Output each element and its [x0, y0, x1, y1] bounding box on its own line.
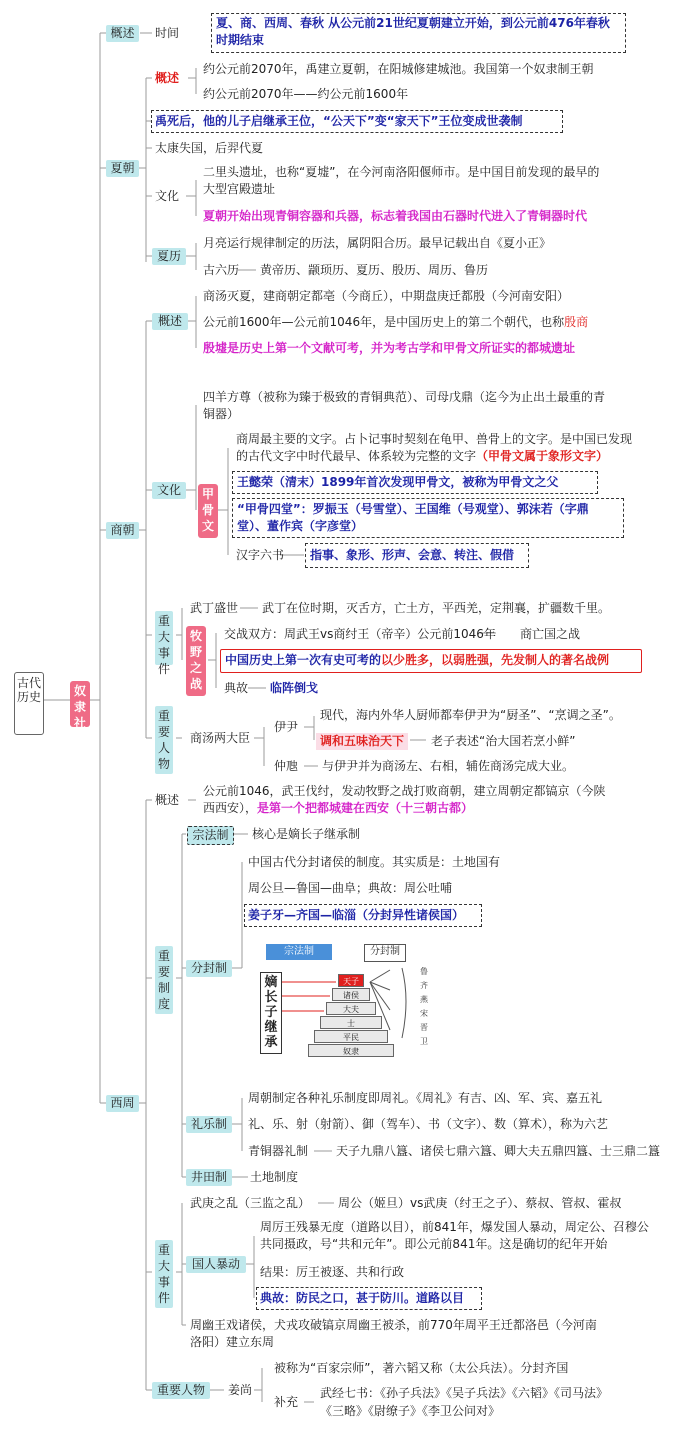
xia-culture-2: 夏朝开始出现青铜容器和兵器，标志着我国由石器时代进入了青铜器时代 [203, 209, 588, 223]
zhonghui-1: 与伊尹并为商汤左、右相，辅佐商汤完成大业。 [322, 759, 575, 773]
state-2: 燕 [420, 995, 428, 1004]
pyramid-level-0: 天子 [338, 974, 364, 987]
yiyin-2: 调和五味治天下 [316, 733, 408, 750]
liyue-3-label: 青铜器礼制 [248, 1144, 309, 1158]
pyramid-level-5: 奴隶 [308, 1044, 394, 1057]
xizhou-gaishu-label: 概述 [155, 793, 180, 807]
muye-1b: 商亡国之战 [520, 627, 581, 641]
xia-culture-label: 文化 [155, 189, 180, 203]
state-5: 卫 [420, 1037, 428, 1046]
section-gaishu: 概述 [106, 25, 139, 42]
guoren-1: 周厉王残暴无度（道路以目），前841年，爆发国人暴动，周定公、召穆公共同摄政，号“共和元年”。即公元前841年。这是确切的纪年开始 [260, 1220, 649, 1251]
xia-calendar-2: 黄帝历、颛顼历、夏历、殷历、周历、鲁历 [260, 263, 489, 277]
shang-gaishu-1: 商汤灭夏，建商朝定都亳（今商丘），中期盘庚迁都殷（今河南安阳） [203, 289, 570, 303]
muye-node: 牧野之战 [186, 626, 206, 696]
pyramid-level-4: 平民 [314, 1030, 388, 1043]
dachen: 商汤两大臣 [190, 731, 251, 745]
era-node: 奴隶社会 [70, 681, 90, 727]
wuding-label: 武丁盛世 [190, 601, 239, 615]
muye-3-label: 典故 [224, 681, 249, 695]
xia-gaishu-2: 约公元前2070年——约公元前1600年 [203, 87, 409, 101]
shang-people-node: 重要人物 [155, 706, 173, 774]
liyue-node: 礼乐制 [186, 1116, 232, 1133]
youwang: 周幽王戏诸侯，犬戎攻破镐京周幽王被杀，前770年周平王迁都洛邑（今河南洛阳）建立东周 [190, 1318, 597, 1349]
state-3: 宋 [420, 1009, 428, 1018]
liyue-3: 天子九鼎八簋、诸侯七鼎六簋、卿大夫五鼎四簋、士三鼎二簋 [336, 1144, 661, 1158]
xizhou-events-node: 重大事件 [155, 1240, 173, 1308]
jingtian-node: 井田制 [186, 1169, 232, 1186]
guoren-2: 结果：厉王被逐、共和行政 [260, 1265, 405, 1279]
jiagu-desc: 商周最主要的文字。占卜记事时契刻在龟甲、兽骨上的文字。是中国已发现的古代文字中时代最早、体系较为完整的文字（甲骨文属于象形文字） [236, 432, 633, 463]
pyramid-level-2: 大夫 [326, 1002, 376, 1015]
jiagu-sitang: “甲骨四堂”：罗振玉（号雪堂）、王国维（号观堂）、郭沫若（字鼎堂）、董作宾（字彦堂） [237, 502, 589, 533]
shang-gaishu-node: 概述 [152, 313, 188, 330]
fenfeng-1: 中国古代分封诸侯的制度。其实质是：土地国有 [248, 855, 501, 869]
xia-calendar-node: 夏历 [152, 248, 186, 265]
buchong-label: 补充 [274, 1395, 299, 1409]
overview-label: 时间 [155, 26, 180, 40]
fenfeng-node: 分封制 [186, 960, 232, 977]
section-xizhou: 西周 [106, 1095, 139, 1112]
jiangshang: 姜尚 [228, 1383, 253, 1397]
wugeng-label: 武庚之乱（三监之乱） [190, 1196, 311, 1210]
state-4: 晋 [420, 1023, 428, 1032]
xia-qi-text: 禹死后，他的儿子启继承王位，“公天下”变“家天下”王位变成世袭制 [155, 114, 523, 128]
xia-taikang: 太康失国，后羿代夏 [155, 141, 264, 155]
zongfa-node: 宗法制 [187, 826, 234, 845]
muye-3: 临阵倒戈 [270, 681, 319, 695]
jiaguwen-node: 甲骨文 [198, 484, 218, 538]
state-0: 鲁 [420, 967, 428, 976]
guoren-3: 典故：防民之口，甚于防川。道路以目 [260, 1291, 465, 1305]
zongfa: 核心是嫡长子继承制 [252, 827, 361, 841]
wuding: 武丁在位时期，灭舌方，亡土方，平西羌，定荆襄，扩疆数千里。 [262, 601, 611, 615]
liushu: 指事、象形、形声、会意、转注、假借 [310, 548, 515, 562]
shang-culture-1: 四羊方尊（被称为臻于极致的青铜典范）、司母戊鼎（迄今为止出土最重的青铜器） [203, 390, 606, 421]
zhonghui: 仲虺 [274, 759, 299, 773]
wugeng: 周公（姬旦）vs武庚（纣王之子）、蔡叔、管叔、霍叔 [338, 1196, 622, 1210]
shang-gaishu-3: 殷墟是历史上第一个文献可考，并为考古学和甲骨文所证实的都城遗址 [203, 341, 576, 355]
xia-culture-1: 二里头遗址，也称“夏墟”，在今河南洛阳偃师市。是中国目前发现的最早的大型宫殿遗址 [203, 165, 600, 196]
jingtian: 土地制度 [250, 1170, 299, 1184]
liushu-label: 汉字六书 [236, 548, 285, 562]
section-shang: 商朝 [106, 522, 139, 539]
section-xia: 夏朝 [106, 160, 139, 177]
shang-culture-node: 文化 [152, 482, 186, 499]
liyue-2: 礼、乐、射（射箭）、御（驾车）、书（文字）、数（算术），称为六艺 [248, 1117, 609, 1131]
fenfeng-3: 姜子牙—齐国—临淄（分封异性诸侯国） [248, 908, 465, 922]
diagram-arrows [252, 940, 442, 1058]
xizhou-gaishu: 公元前1046，武王伐纣，发动牧野之战打败商朝，建立周朝定都镐京（今陕西西安），是第一个把都城建在西安（十三朝古都） [203, 784, 606, 815]
fenfeng-diagram [252, 940, 442, 1058]
diagram-left-label: 嫡长子继承 [260, 972, 282, 1054]
jiangshang-1: 被称为“百家宗师”，著六韬又称（太公兵法）。分封齐国 [274, 1361, 569, 1375]
diagram-right-title: 分封制 [364, 944, 406, 962]
muye-2: 中国历史上第一次有史可考的以少胜多，以弱胜强，先发制人的著名战例 [225, 653, 610, 667]
yiyin-3: 老子表述“治大国若烹小鲜” [431, 734, 576, 748]
diagram-left-title: 宗法制 [266, 944, 332, 960]
buchong-2: 《三略》《尉缭子》《李卫公问对》 [320, 1404, 501, 1418]
buchong-1: 武经七书：《孙子兵法》《吴子兵法》《六韬》《司马法》 [320, 1386, 609, 1400]
shang-gaishu-2: 公元前1600年—公元前1046年，是中国历史上的第二个朝代，也称殷商 [203, 315, 589, 329]
guoren-node: 国人暴动 [186, 1256, 246, 1273]
state-1: 齐 [420, 981, 428, 990]
pyramid-level-1: 诸侯 [332, 988, 370, 1001]
xia-calendar-1: 月亮运行规律制定的历法，属阴阳合历。最早记载出自《夏小正》 [203, 236, 552, 250]
pyramid-level-3: 士 [320, 1016, 382, 1029]
xizhou-people-node: 重要人物 [152, 1382, 210, 1399]
shang-events-node: 重大事件 [155, 611, 173, 665]
xia-gaishu-1: 约公元前2070年，禹建立夏朝，在阳城修建城池。我国第一个奴隶制王朝 [203, 62, 594, 76]
liyue-1: 周朝制定各种礼乐制度即周礼。《周礼》有吉、凶、军、宾、嘉五礼 [248, 1091, 603, 1105]
fenfeng-2: 周公旦—鲁国—曲阜；典故：周公吐哺 [248, 881, 453, 895]
overview-text: 夏、商、西周、春秋 从公元前21世纪夏朝建立开始，到公元前476年春秋时期结束 [216, 16, 610, 47]
xizhou-system-node: 重要制度 [155, 946, 173, 1014]
xia-calendar-2-label: 古六历 [203, 263, 240, 277]
yiyin: 伊尹 [274, 720, 299, 734]
xia-gaishu-label: 概述 [155, 71, 180, 85]
jiagu-father: 王懿荣（清末）1899年首次发现甲骨文，被称为甲骨文之父 [237, 475, 559, 489]
yiyin-1: 现代，海内外华人厨师都奉伊尹为“厨圣”、“烹调之圣”。 [320, 708, 621, 722]
root-node: 古代历史 [14, 672, 44, 735]
muye-1: 交战双方：周武王vs商纣王（帝辛）公元前1046年 [224, 627, 496, 641]
